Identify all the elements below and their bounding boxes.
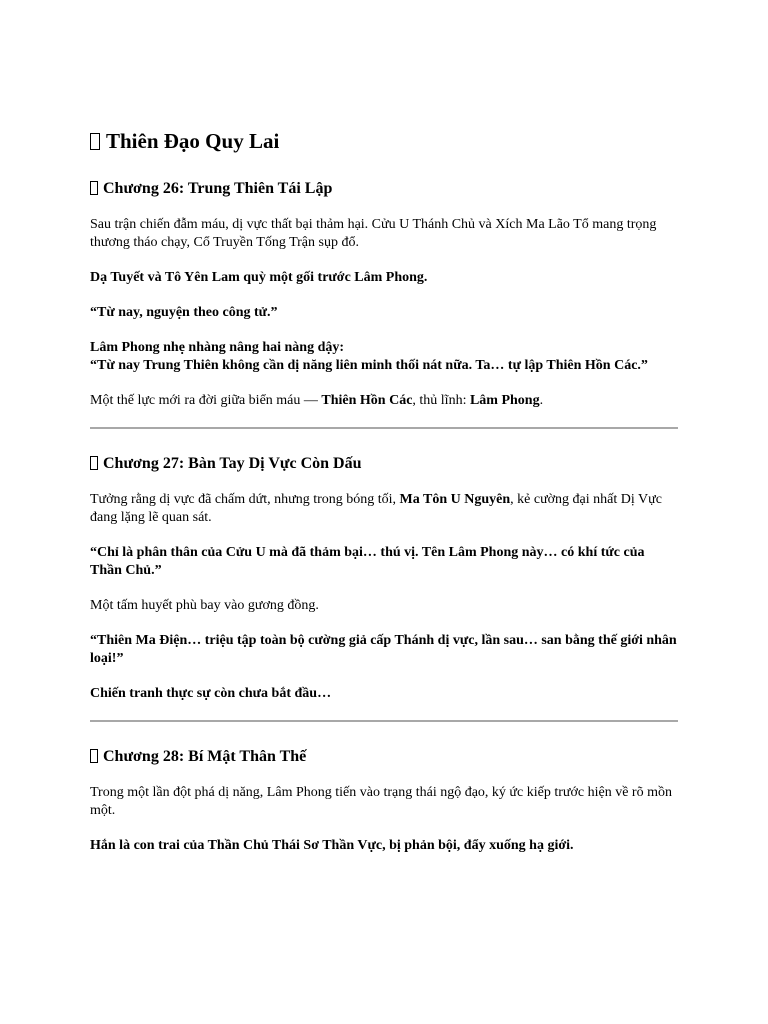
chapter-title-text: Chương 28: Bí Mật Thân Thế <box>103 748 307 765</box>
dialogue-quote: “Chỉ là phân thân của Cửu U mà đã thảm bại… thú vị. Tên Lâm Phong này… có khí tức của Thần Chủ.” <box>90 545 645 578</box>
missing-glyph-icon <box>90 456 98 470</box>
missing-glyph-icon <box>90 133 100 150</box>
text-run: Tưởng rằng dị vực đã chấm dứt, nhưng trong bóng tối, <box>90 492 400 507</box>
missing-glyph-icon <box>90 181 98 195</box>
text-run: Một thế lực mới ra đời giữa biển máu — <box>90 393 322 408</box>
chapter-title <box>90 746 678 768</box>
missing-glyph-icon <box>90 749 98 763</box>
document-title <box>90 126 678 156</box>
dialogue-quote: “Từ nay, nguyện theo công tử.” <box>90 305 278 320</box>
chapter-title-text: Chương 26: Trung Thiên Tái Lập <box>103 180 333 197</box>
section-divider <box>90 720 678 722</box>
paragraph-line: Lâm Phong nhẹ nhàng nâng hai nàng dậy: <box>90 340 345 355</box>
paragraph <box>90 491 678 527</box>
dialogue-quote: “Thiên Ma Điện… triệu tập toàn bộ cường giả cấp Thánh dị vực, lần sau… san bằng thế giới nhân loại!” <box>90 633 677 666</box>
text-run: , kẻ cường đại nhất Dị Vực đang lặng lẽ quan sát. <box>90 492 662 525</box>
chapter-title <box>90 453 678 475</box>
chapter-title <box>90 178 678 200</box>
chapter-title-text: Chương 27: Bàn Tay Dị Vực Còn Dấu <box>103 455 362 472</box>
dialogue-quote: “Từ nay Trung Thiên không cần dị năng liên minh thối nát nữa. Ta… tự lập Thiên Hồn Các.” <box>90 358 648 373</box>
paragraph: Một tấm huyết phù bay vào gương đồng. <box>90 598 319 613</box>
text-run: . <box>539 393 544 408</box>
chapter-26 <box>90 178 678 410</box>
document-page <box>90 126 678 872</box>
paragraph: Sau trận chiến đẫm máu, dị vực thất bại thảm hại. Cửu U Thánh Chủ và Xích Ma Lão Tổ mang trọng thương tháo chạy, Cổ Truyền Tống Trận sụp đổ. <box>90 217 657 250</box>
chapter-28 <box>90 746 678 855</box>
paragraph-bold: Dạ Tuyết và Tô Yên Lam quỳ một gối trước Lâm Phong. <box>90 270 428 285</box>
paragraph-bold: Hắn là con trai của Thần Chủ Thái Sơ Thần Vực, bị phản bội, đẩy xuống hạ giới. <box>90 838 574 853</box>
emphasis-text: Ma Tôn U Nguyên <box>399 492 511 507</box>
paragraph-bold <box>90 339 678 375</box>
section-divider <box>90 427 678 429</box>
chapter-27 <box>90 453 678 703</box>
paragraph: Trong một lần đột phá dị năng, Lâm Phong tiến vào trạng thái ngộ đạo, ký ức kiếp trước hiện về rõ mồn một. <box>90 785 672 818</box>
emphasis-text: Lâm Phong <box>469 393 540 408</box>
emphasis-text: Thiên Hồn Các <box>321 393 413 408</box>
text-run: , thủ lĩnh: <box>412 393 470 408</box>
paragraph-bold: Chiến tranh thực sự còn chưa bắt đầu… <box>90 686 332 701</box>
document-title-text: Thiên Đạo Quy Lai <box>106 129 280 153</box>
paragraph <box>90 392 678 410</box>
